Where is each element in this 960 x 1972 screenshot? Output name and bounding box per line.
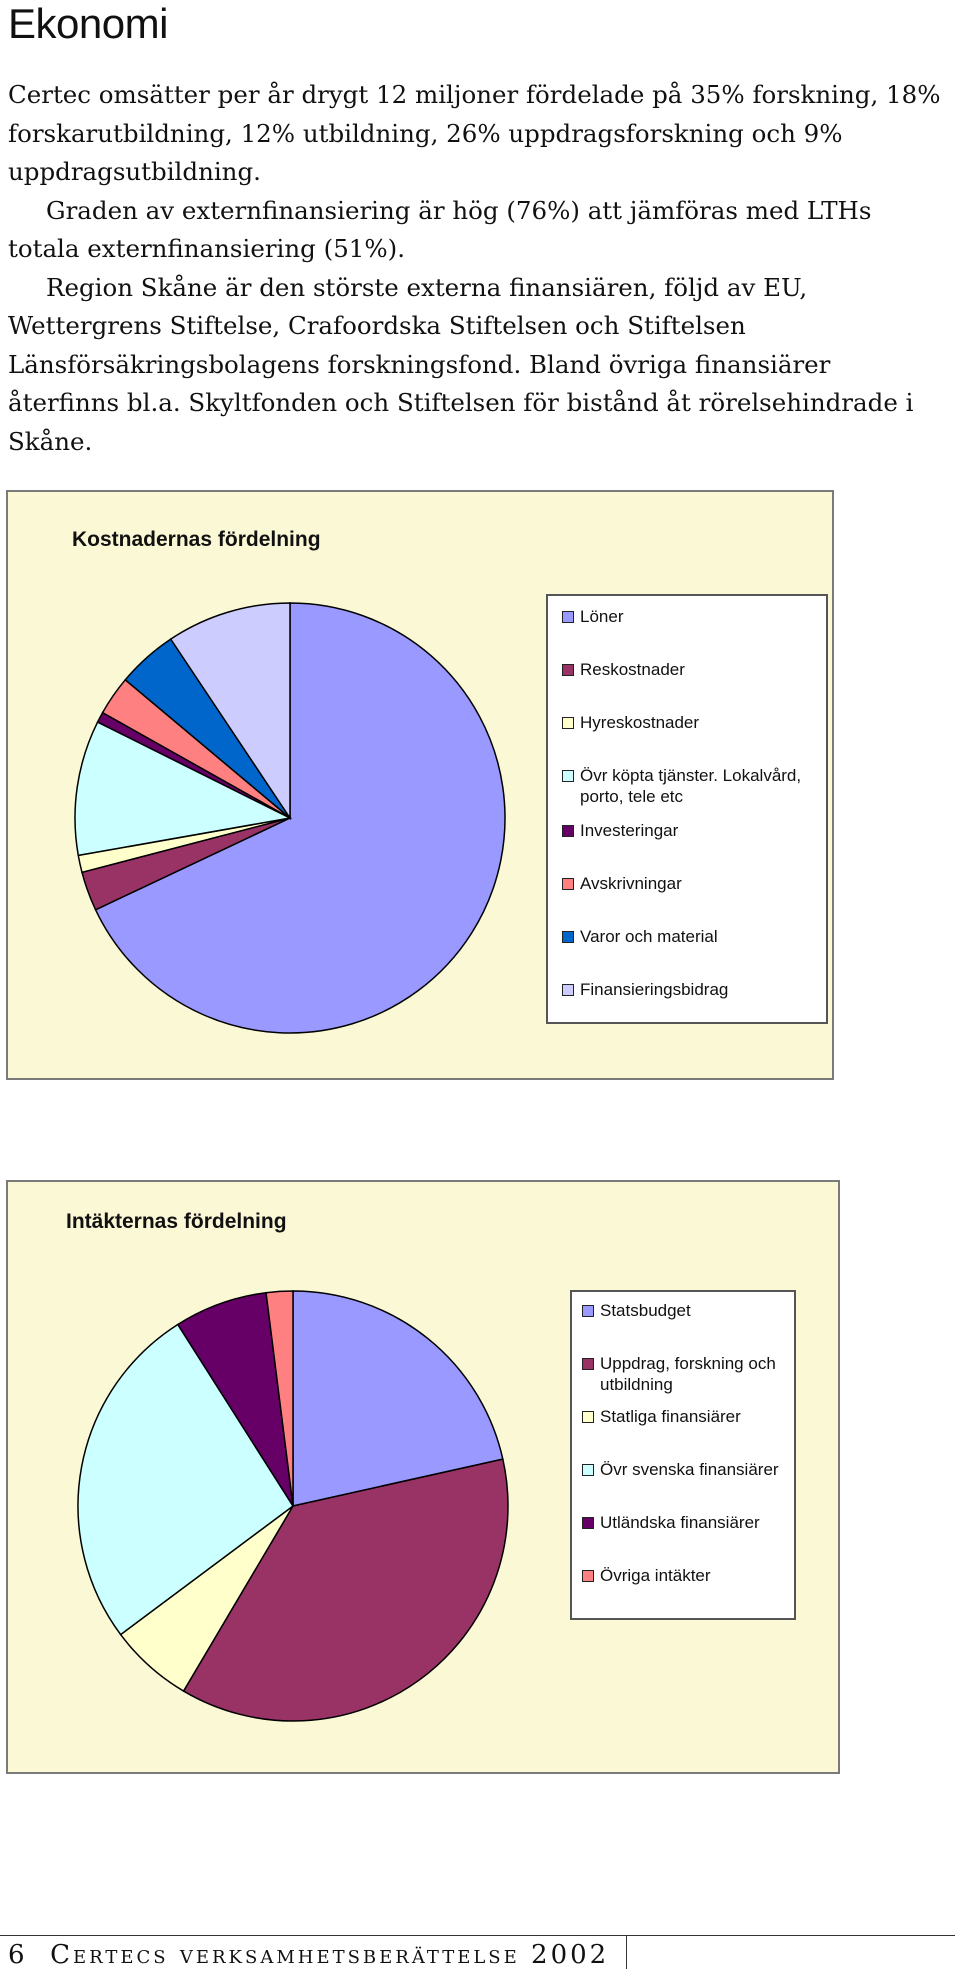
legend-entry <box>562 765 816 807</box>
legend-label: Finansieringsbidrag <box>580 980 729 999</box>
legend-entry <box>582 1512 786 1533</box>
legend-label: Utländska finansiärer <box>600 1513 760 1532</box>
legend-swatch <box>582 1464 594 1476</box>
legend-label: Investeringar <box>580 821 679 840</box>
legend-label: Övr köpta tjänster. Lokalvård, porto, tele etc <box>580 766 802 806</box>
legend-entry <box>582 1353 786 1395</box>
legend-label: Avskrivningar <box>580 874 682 893</box>
page-number: 6 <box>8 1940 28 1970</box>
legend-entry <box>582 1300 786 1321</box>
paragraph-2: Graden av externfinansiering är hög (76%) att jämföras med LTHs totala externfinansiering (51%). <box>8 195 872 263</box>
income-distribution-chart <box>6 1180 840 1774</box>
legend-swatch <box>562 664 574 676</box>
legend-swatch <box>582 1570 594 1582</box>
chart-title: Kostnadernas fördelning <box>72 528 321 551</box>
legend-entry <box>562 873 816 894</box>
footer-rule <box>0 1935 955 1936</box>
paragraph-3: Region Skåne är den störste externa finansiären, följd av EU, Wettergrens Stiftelse, Crafoordska Stiftelsen och Stiftelsen Länsförsäkringsbolagens forskningsfond. Bland övriga finansiärer återfinns bl.a. Skyltfonden och Stiftelsen för bistånd åt rörelsehindrade i Skåne. <box>8 272 914 456</box>
legend-entry <box>582 1565 786 1586</box>
cost-legend <box>546 594 828 1024</box>
page-title: Ekonomi <box>8 0 168 47</box>
legend-label: Statsbudget <box>600 1301 691 1320</box>
cost-distribution-chart <box>6 490 834 1080</box>
legend-entry <box>562 606 816 627</box>
legend-label: Varor och material <box>580 927 718 946</box>
footer-divider <box>626 1935 627 1969</box>
legend-entry <box>582 1406 786 1427</box>
legend-label: Statliga finansiärer <box>600 1407 741 1426</box>
legend-entry <box>562 820 816 841</box>
chart-title: Intäkternas fördelning <box>66 1210 287 1233</box>
legend-swatch <box>582 1411 594 1423</box>
publication-title: Certecs verksamhetsberättelse 2002 <box>50 1940 610 1970</box>
legend-swatch <box>562 878 574 890</box>
legend-entry <box>562 979 816 1000</box>
legend-swatch <box>562 770 574 782</box>
legend-label: Övriga intäkter <box>600 1566 711 1585</box>
income-legend <box>570 1290 796 1620</box>
legend-label: Hyreskostnader <box>580 713 700 732</box>
body-text <box>8 76 948 461</box>
legend-swatch <box>562 611 574 623</box>
legend-entry <box>562 926 816 947</box>
legend-swatch <box>582 1517 594 1529</box>
legend-swatch <box>562 825 574 837</box>
legend-label: Reskostnader <box>580 660 685 679</box>
legend-swatch <box>562 717 574 729</box>
legend-entry <box>562 659 816 680</box>
paragraph-1: Certec omsätter per år drygt 12 miljoner fördelade på 35% forskning, 18% forskarutbildning, 12% utbildning, 26% uppdragsforskning och 9% uppdragsutbildning. <box>8 80 941 186</box>
page-footer <box>8 1940 609 1970</box>
legend-label: Övr svenska finansiärer <box>600 1460 779 1479</box>
legend-swatch <box>582 1305 594 1317</box>
legend-label: Uppdrag, forskning och utbildning <box>600 1354 776 1394</box>
legend-swatch <box>562 931 574 943</box>
legend-swatch <box>562 984 574 996</box>
legend-entry <box>582 1459 786 1480</box>
legend-entry <box>562 712 816 733</box>
legend-label: Löner <box>580 607 624 626</box>
legend-swatch <box>582 1358 594 1370</box>
